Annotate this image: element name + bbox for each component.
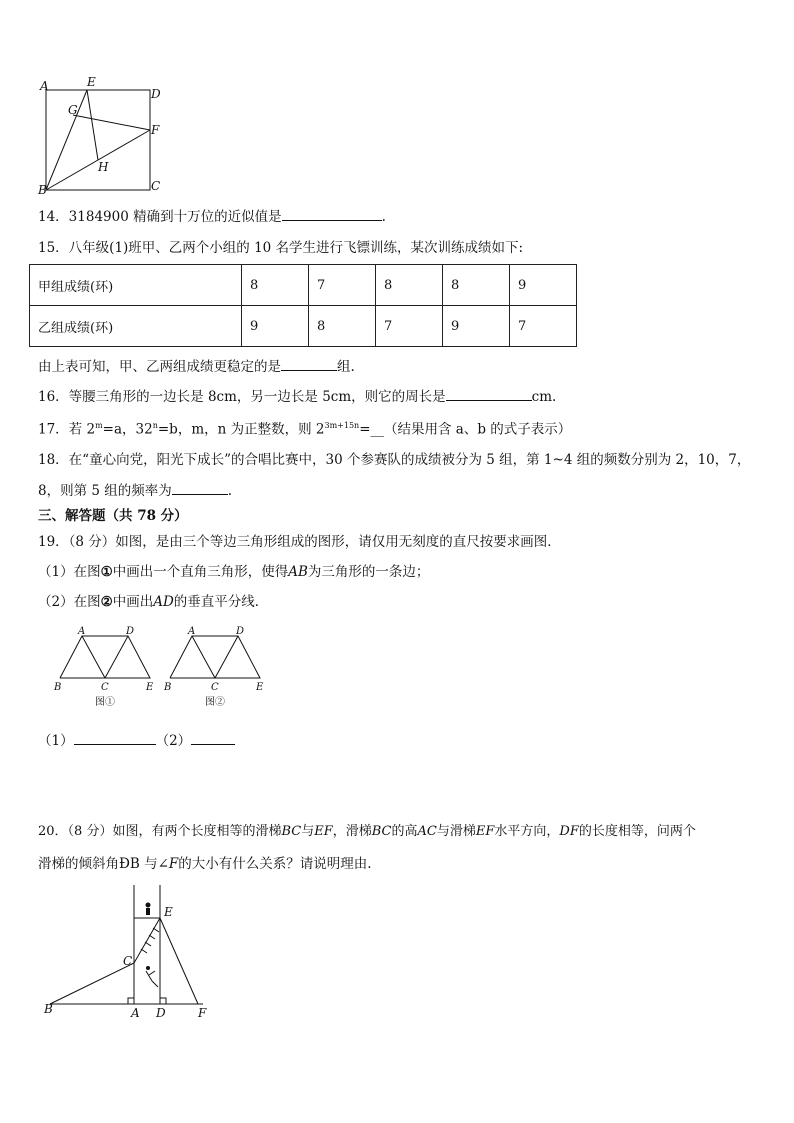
q16-tail: cm.: [531, 389, 557, 405]
q17-sup2: n: [152, 421, 158, 430]
q20-l1b: ，滑梯: [332, 824, 372, 839]
label-E: E: [164, 905, 173, 919]
label-E: E: [87, 75, 96, 89]
label-C: C: [123, 954, 133, 968]
q17-b: =a，32: [102, 421, 153, 438]
q20-ef: EF: [314, 824, 333, 839]
question-20: [38, 822, 696, 842]
q20-l1f: 的长度相等，问两个: [578, 824, 696, 839]
q19-ad: AD: [153, 594, 174, 610]
q18-tail: .: [227, 483, 233, 499]
label-B: B: [44, 1002, 53, 1016]
q19-p2a: （2）在图: [38, 594, 101, 610]
table-cell: 7: [510, 306, 577, 347]
q20-ef2: EF: [475, 824, 495, 839]
q20-l1d: 与滑梯: [436, 824, 476, 839]
q19-p1c: 中画出一个直角三角形，使得: [112, 564, 289, 580]
section-heading: 三、解答题（共 78 分）: [38, 508, 188, 524]
q19-part1: [38, 562, 429, 582]
label-A: A: [188, 626, 196, 637]
q20-ac: AC: [417, 824, 437, 839]
q20-l2b: 的大小有什么关系？请说明理由.: [178, 856, 372, 872]
q20-l1e: 水平方向，: [494, 824, 560, 839]
question-20-cont: [38, 854, 372, 874]
triangle-figure-2: [158, 624, 270, 710]
label-E: E: [146, 682, 154, 693]
table-cell: 9: [443, 306, 510, 347]
label-D: D: [236, 626, 245, 637]
q20-l1c: 的高: [391, 824, 418, 839]
q15-text: 15．八年级(1)班甲、乙两个小组的 10 名学生进行飞镖训练，某次训练成绩如下:: [38, 240, 524, 256]
q19-stem: 19．（8 分）如图，是由三个等边三角形组成的图形，请仅用无刻度的直尺按要求画图．: [38, 534, 561, 550]
q19-fig2-ref: ②: [100, 594, 113, 610]
label-D: D: [156, 1006, 166, 1020]
q17-sup1: m: [95, 421, 103, 430]
question-15: [38, 238, 523, 258]
question-18-cont: [38, 480, 232, 501]
label-A: A: [131, 1006, 140, 1020]
caption-fig2: 图②: [205, 697, 225, 708]
q18-line2: 8，则第 5 组的频率为: [38, 483, 172, 499]
q20-l2a: 滑梯的倾斜角ÐB 与∠: [38, 856, 169, 872]
label-F: F: [151, 123, 160, 137]
table-cell: 8: [309, 306, 376, 347]
label-C: C: [211, 682, 219, 693]
q19-ans1-label: （1）: [38, 733, 74, 749]
q17-sup3: 3m+15n: [324, 421, 360, 430]
q15-conclusion: [38, 356, 355, 377]
q19-fig1-ref: ①: [100, 564, 113, 580]
q16-text: 16．等腰三角形的一边长是 8cm，另一边长是 5cm，则它的周长是: [38, 389, 446, 405]
table-cell: 8: [242, 265, 309, 306]
label-H: H: [98, 160, 109, 174]
q20-l1a: 20．（8 分）如图，有两个长度相等的滑梯: [38, 824, 282, 839]
question-16: [38, 386, 556, 407]
label-E: E: [256, 682, 264, 693]
square-figure: [30, 74, 170, 198]
q19-answers: [38, 730, 235, 751]
label-C: C: [101, 682, 109, 693]
label-B: B: [38, 183, 47, 197]
row-label: 甲组成绩(环): [30, 265, 242, 306]
label-C: C: [151, 179, 161, 193]
label-A: A: [78, 626, 86, 637]
q20-f: F: [168, 856, 179, 872]
row-label: 乙组成绩(环): [30, 306, 242, 347]
label-B: B: [54, 682, 62, 693]
q19-answer1-blank[interactable]: [74, 730, 156, 745]
label-A: A: [40, 79, 49, 93]
table-row: [30, 265, 577, 306]
q19-p2c: 中画出: [112, 594, 154, 610]
table-row: [30, 306, 577, 347]
q19-p2e: 的垂直平分线．: [173, 594, 269, 610]
q14-tail: .: [381, 209, 386, 225]
label-B: B: [164, 682, 172, 693]
question-14: [38, 206, 386, 227]
table-cell: 7: [376, 306, 443, 347]
question-19: [38, 532, 561, 552]
q17-d: =__（结果用含 a、b 的式子表示）: [359, 421, 572, 438]
table-cell: 9: [510, 265, 577, 306]
q19-ab: AB: [288, 564, 308, 580]
q18-answer-blank[interactable]: [172, 480, 228, 495]
label-D: D: [151, 87, 161, 101]
label-F: F: [198, 1006, 207, 1020]
label-D: D: [126, 626, 135, 637]
q16-answer-blank[interactable]: [446, 386, 532, 401]
question-17: [38, 416, 571, 440]
q17-c: =b，m，n 为正整数，则 2: [157, 421, 325, 438]
q15-answer-blank[interactable]: [281, 356, 337, 371]
scores-table: [29, 264, 577, 347]
caption-fig1: 图①: [95, 697, 115, 708]
question-18: [38, 450, 750, 470]
q15-after-a: 由上表可知，甲、乙两组成绩更稳定的是: [38, 359, 281, 375]
table-cell: 8: [443, 265, 510, 306]
triangle-figure-1: [48, 624, 160, 710]
q20-df: DF: [559, 824, 579, 839]
q14-text: 14．3184900 精确到十万位的近似值是: [38, 209, 282, 225]
q17-a: 17．若 2: [38, 421, 96, 438]
q19-p1a: （1）在图: [38, 564, 101, 580]
q19-p1e: 为三角形的一条边；: [307, 564, 430, 580]
q19-part2: [38, 592, 268, 612]
person-icon: [146, 903, 151, 908]
table-cell: 9: [242, 306, 309, 347]
q18-line1: 18．在“童心向党，阳光下成长”的合唱比赛中，30 个参赛队的成绩被分为 5 组，第 1~4 组的频数分别为 2，10，7，: [38, 452, 751, 468]
q20-bc2: BC: [371, 824, 392, 839]
q19-answer2-blank[interactable]: [191, 730, 235, 745]
q19-ans2-label: （2）: [155, 733, 192, 749]
table-cell: 8: [376, 265, 443, 306]
q14-answer-blank[interactable]: [282, 206, 382, 221]
q20-bc: BC: [281, 824, 302, 839]
q20-and: 与: [301, 824, 315, 839]
slide-figure: [38, 885, 218, 1020]
q15-after-b: 组.: [337, 359, 355, 375]
table-cell: 7: [309, 265, 376, 306]
label-G: G: [68, 103, 78, 117]
